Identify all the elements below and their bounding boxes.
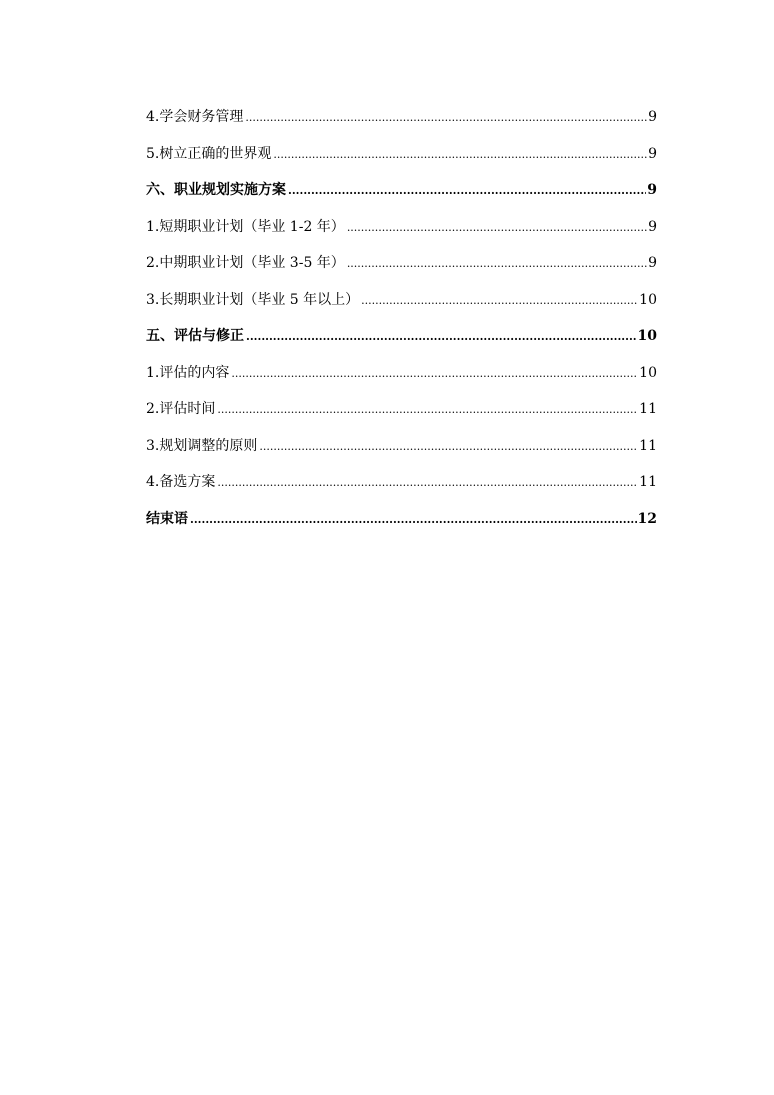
toc-entry-evaluation-and-revision[interactable] bbox=[146, 325, 657, 362]
toc-entry-title: 3.长期职业计划（毕业 5 年以上） bbox=[146, 291, 360, 308]
toc-entry-page: 10 bbox=[639, 291, 657, 308]
toc-entry-page: 9 bbox=[647, 182, 657, 198]
toc-entry-title: 5.树立正确的世界观 bbox=[146, 145, 272, 162]
toc-entry-page: 12 bbox=[637, 510, 657, 527]
toc-entry-title: 1.评估的内容 bbox=[146, 364, 230, 381]
toc-dot-leader bbox=[347, 252, 647, 275]
toc-dot-leader bbox=[246, 325, 637, 348]
toc-entry-title: 1.短期职业计划（毕业 1-2 年） bbox=[146, 218, 345, 235]
toc-entry-page: 9 bbox=[648, 109, 657, 125]
toc-dot-leader bbox=[347, 216, 647, 239]
toc-entry-title: 五、评估与修正 bbox=[146, 328, 244, 344]
toc-entry-page: 10 bbox=[637, 328, 657, 344]
toc-dot-leader bbox=[273, 143, 647, 166]
toc-entry-title: 4.备选方案 bbox=[146, 474, 216, 490]
toc-dot-leader bbox=[259, 435, 638, 458]
toc-entry-page: 11 bbox=[639, 437, 657, 454]
toc-entry-financial-management[interactable] bbox=[146, 106, 657, 143]
toc-entry-alternative-plan[interactable] bbox=[146, 471, 657, 508]
table-of-contents bbox=[146, 106, 657, 544]
toc-entry-page: 9 bbox=[648, 145, 657, 162]
toc-entry-title: 2.中期职业计划（毕业 3-5 年） bbox=[146, 255, 345, 271]
toc-entry-title: 3.规划调整的原则 bbox=[146, 437, 258, 454]
toc-dot-leader bbox=[217, 398, 638, 421]
toc-entry-page: 9 bbox=[648, 255, 657, 271]
toc-entry-mid-term-plan[interactable] bbox=[146, 252, 657, 289]
toc-entry-page: 11 bbox=[639, 474, 657, 490]
toc-entry-career-plan-implementation[interactable] bbox=[146, 179, 657, 216]
toc-entry-evaluation-time[interactable] bbox=[146, 398, 657, 435]
toc-entry-title: 2.评估时间 bbox=[146, 401, 216, 417]
toc-dot-leader bbox=[190, 508, 637, 531]
toc-entry-worldview[interactable] bbox=[146, 143, 657, 180]
toc-entry-page: 9 bbox=[648, 218, 657, 235]
toc-dot-leader bbox=[245, 106, 647, 129]
toc-entry-conclusion[interactable] bbox=[146, 508, 657, 545]
toc-entry-page: 10 bbox=[639, 364, 657, 381]
toc-entry-evaluation-content[interactable] bbox=[146, 362, 657, 399]
toc-entry-title: 六、职业规划实施方案 bbox=[146, 182, 286, 198]
toc-dot-leader bbox=[288, 179, 646, 202]
toc-entry-adjustment-principles[interactable] bbox=[146, 435, 657, 472]
toc-entry-title: 4.学会财务管理 bbox=[146, 109, 244, 125]
toc-dot-leader bbox=[231, 362, 638, 385]
toc-dot-leader bbox=[217, 471, 638, 494]
toc-entry-long-term-plan[interactable] bbox=[146, 289, 657, 326]
toc-entry-page: 11 bbox=[639, 401, 657, 417]
toc-entry-title: 结束语 bbox=[146, 510, 188, 527]
toc-dot-leader bbox=[361, 289, 638, 312]
toc-entry-short-term-plan[interactable] bbox=[146, 216, 657, 253]
